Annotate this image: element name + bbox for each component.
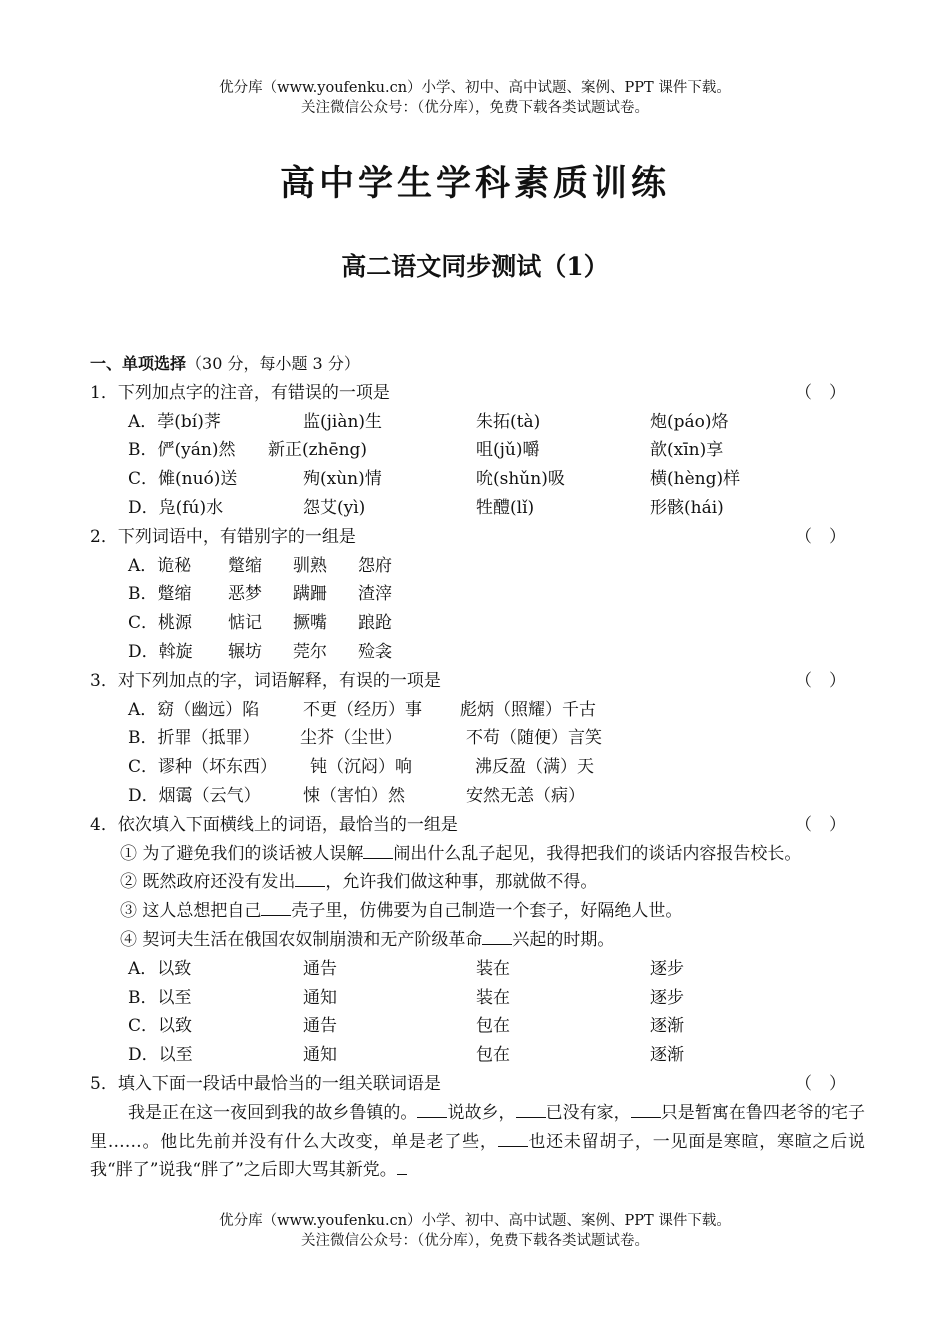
sentence-part: ① 为了避免我们的谈话被人误解 [120,843,364,864]
subtitle: 高二语文同步测试（1） [341,252,609,281]
option-cell: B．以至 [128,987,192,1008]
footer-line-1: 优分库（www.youfenku.cn）小学、初中、高中试题、案例、PPT 课件下载。 [219,1213,731,1229]
option-cell: 不苟（随便）言笑 [466,728,602,749]
page-footer [0,1211,950,1251]
header-line-2: 关注微信公众号：（优分库），免费下载各类试题试卷。 [301,100,649,116]
option-cell: A．以致 [128,958,192,979]
sentence-part: 壳子里，仿佛要为自己制造一个套子，好隔绝人世。 [291,901,683,922]
question-3-stem [90,667,865,696]
q4-sentence-2 [90,868,865,897]
answer-paren: （ ） [795,382,846,403]
option-cell: 装在 [476,987,510,1008]
option-cell: 咀(jǔ)嚼 [476,440,540,461]
question-1-stem [90,379,865,408]
fill-blank [261,897,291,916]
q4-option-c [90,1012,865,1041]
option-cell: 蹒跚 [293,584,327,605]
option-cell: 吮(shǔn)吸 [476,469,565,490]
fill-blank [631,1099,661,1118]
q3-option-d [90,782,865,811]
option-cell: 殓衾 [358,641,392,662]
q4-sentence-1 [90,840,865,869]
section-heading [90,350,865,379]
option-cell: 驯熟 [293,555,327,576]
q1-option-a [90,408,865,437]
option-cell: B．俨(yán)然 [128,440,236,461]
q3-option-b [90,724,865,753]
header-line-1: 优分库（www.youfenku.cn）小学、初中、高中试题、案例、PPT 课件下载。 [219,80,731,96]
option-cell: 逐步 [650,958,684,979]
fill-blank [397,1156,407,1175]
fill-blank [363,840,393,859]
option-cell: D．斡旋 [128,641,193,662]
answer-paren: （ ） [795,670,846,691]
fill-blank [295,868,325,887]
option-cell: D．烟霭（云气） [128,785,261,806]
option-cell: 尘芥（尘世） [300,728,402,749]
option-cell: C．傩(nuó)送 [128,469,238,490]
sentence-part: 兴起的时期。 [512,929,615,950]
option-cell: 怨艾(yì) [303,497,366,518]
q2-option-b [90,580,865,609]
option-cell: 踉跄 [358,613,392,634]
q4-sentence-4 [90,926,865,955]
answer-paren: （ ） [795,814,846,835]
option-cell: 新正(zhēng) [268,440,368,461]
option-cell: D．以至 [128,1045,193,1066]
option-cell: 怨府 [358,555,392,576]
q2-option-a [90,552,865,581]
fill-blank [498,1128,528,1147]
q4-sentence-3 [90,897,865,926]
option-cell: 恶梦 [228,584,262,605]
q4-option-a [90,955,865,984]
option-cell: 包在 [476,1016,510,1037]
fill-blank [516,1099,546,1118]
option-cell: 通知 [303,987,337,1008]
option-cell: 辗坊 [228,641,262,662]
sentence-part: ③ 这人总想把自己 [120,901,262,922]
q1-option-b [90,436,865,465]
option-cell: 钝（沉闷）响 [310,757,412,778]
option-cell: 通知 [303,1045,337,1066]
section-note: （30 分，每小题 3 分） [186,354,360,373]
passage-part: 说故乡， [447,1102,516,1123]
q2-stem-text: 2．下列词语中，有错别字的一组是 [90,526,356,547]
main-title: 高中学生学科素质训练 [279,164,670,204]
question-content [90,350,865,1185]
sentence-part: ，允许我们做这种事，那就做不得。 [325,872,598,893]
passage-part: 我是正在这一夜回到我的故乡鲁镇的。 [128,1102,418,1123]
q3-option-c [90,753,865,782]
option-cell: 通告 [303,1016,337,1037]
option-cell: 悚（害怕）然 [303,785,405,806]
option-cell: 装在 [476,958,510,979]
section-label: 一、单项选择 [90,354,187,373]
option-cell: 彪炳（照耀）千古 [460,699,596,720]
footer-line-2: 关注微信公众号：（优分库），免费下载各类试题试卷。 [301,1233,649,1249]
sentence-part: ② 既然政府还没有发出 [120,872,296,893]
q3-option-a [90,696,865,725]
sentence-part: 闹出什么乱子起见，我得把我们的谈话内容报告校长。 [393,843,802,864]
question-5-stem [90,1070,865,1099]
option-cell: 监(jiàn)生 [303,411,383,432]
option-cell: 横(hèng)样 [650,469,741,490]
option-cell: 渣滓 [358,584,392,605]
option-cell: 逐步 [650,987,684,1008]
answer-paren: （ ） [795,1073,846,1094]
option-cell: D．凫(fú)水 [128,497,224,518]
option-cell: 沸反盈（满）天 [475,757,594,778]
passage-part: 只是暂寓在鲁四老爷的宅子里……。他比先前并没有什么大改变，单是老了些， [90,1102,866,1152]
option-cell: 通告 [303,958,337,979]
option-cell: 殉(xùn)情 [303,469,382,490]
question-4-stem [90,811,865,840]
answer-paren: （ ） [795,526,846,547]
option-cell: A．诡秘 [128,555,192,576]
passage-part: 已没有家， [545,1102,631,1123]
q5-stem-text: 5．填入下面一段话中最恰当的一组关联词语是 [90,1073,441,1094]
option-cell: 惦记 [228,613,262,634]
q2-option-d [90,638,865,667]
fill-blank [482,926,512,945]
option-cell: C．谬种（坏东西） [128,757,278,778]
option-cell: A．荸(bí)荠 [128,411,221,432]
question-2-stem [90,523,865,552]
option-cell: 不更（经历）事 [303,699,422,720]
page-header [0,78,950,118]
option-cell: B．蹩缩 [128,584,192,605]
option-cell: C．桃源 [128,613,193,634]
option-cell: 逐渐 [650,1045,684,1066]
option-cell: 莞尔 [293,641,327,662]
option-cell: 朱拓(tà) [476,411,541,432]
q5-passage [90,1099,865,1185]
option-cell: 形骸(hái) [650,497,724,518]
option-cell: 撅嘴 [293,613,327,634]
option-cell: 包在 [476,1045,510,1066]
option-cell: A．窈（幽远）陷 [128,699,260,720]
sentence-part: ④ 契诃夫生活在俄国农奴制崩溃和无产阶级革命 [120,929,483,950]
option-cell: C．以致 [128,1016,193,1037]
fill-blank [417,1099,447,1118]
q1-option-d [90,494,865,523]
option-cell: B．折罪（抵罪） [128,728,260,749]
option-cell: 歆(xīn)享 [650,440,724,461]
q1-option-c [90,465,865,494]
q4-option-d [90,1041,865,1070]
q1-stem-text: 1．下列加点字的注音，有错误的一项是 [90,382,390,403]
option-cell: 安然无恙（病） [466,785,585,806]
q4-stem-text: 4．依次填入下面横线上的词语，最恰当的一组是 [90,814,458,835]
q3-stem-text: 3．对下列加点的字，词语解释，有误的一项是 [90,670,441,691]
passage-part: 也还未留胡子，一见面是寒暄，寒暄之后说我“胖了”说我“胖了”之后即大骂其新党。 [90,1131,866,1181]
option-cell: 炮(páo)烙 [650,411,729,432]
q2-option-c [90,609,865,638]
q4-option-b [90,984,865,1013]
option-cell: 蹩缩 [228,555,262,576]
option-cell: 牲醴(lǐ) [476,497,535,518]
option-cell: 逐渐 [650,1016,684,1037]
